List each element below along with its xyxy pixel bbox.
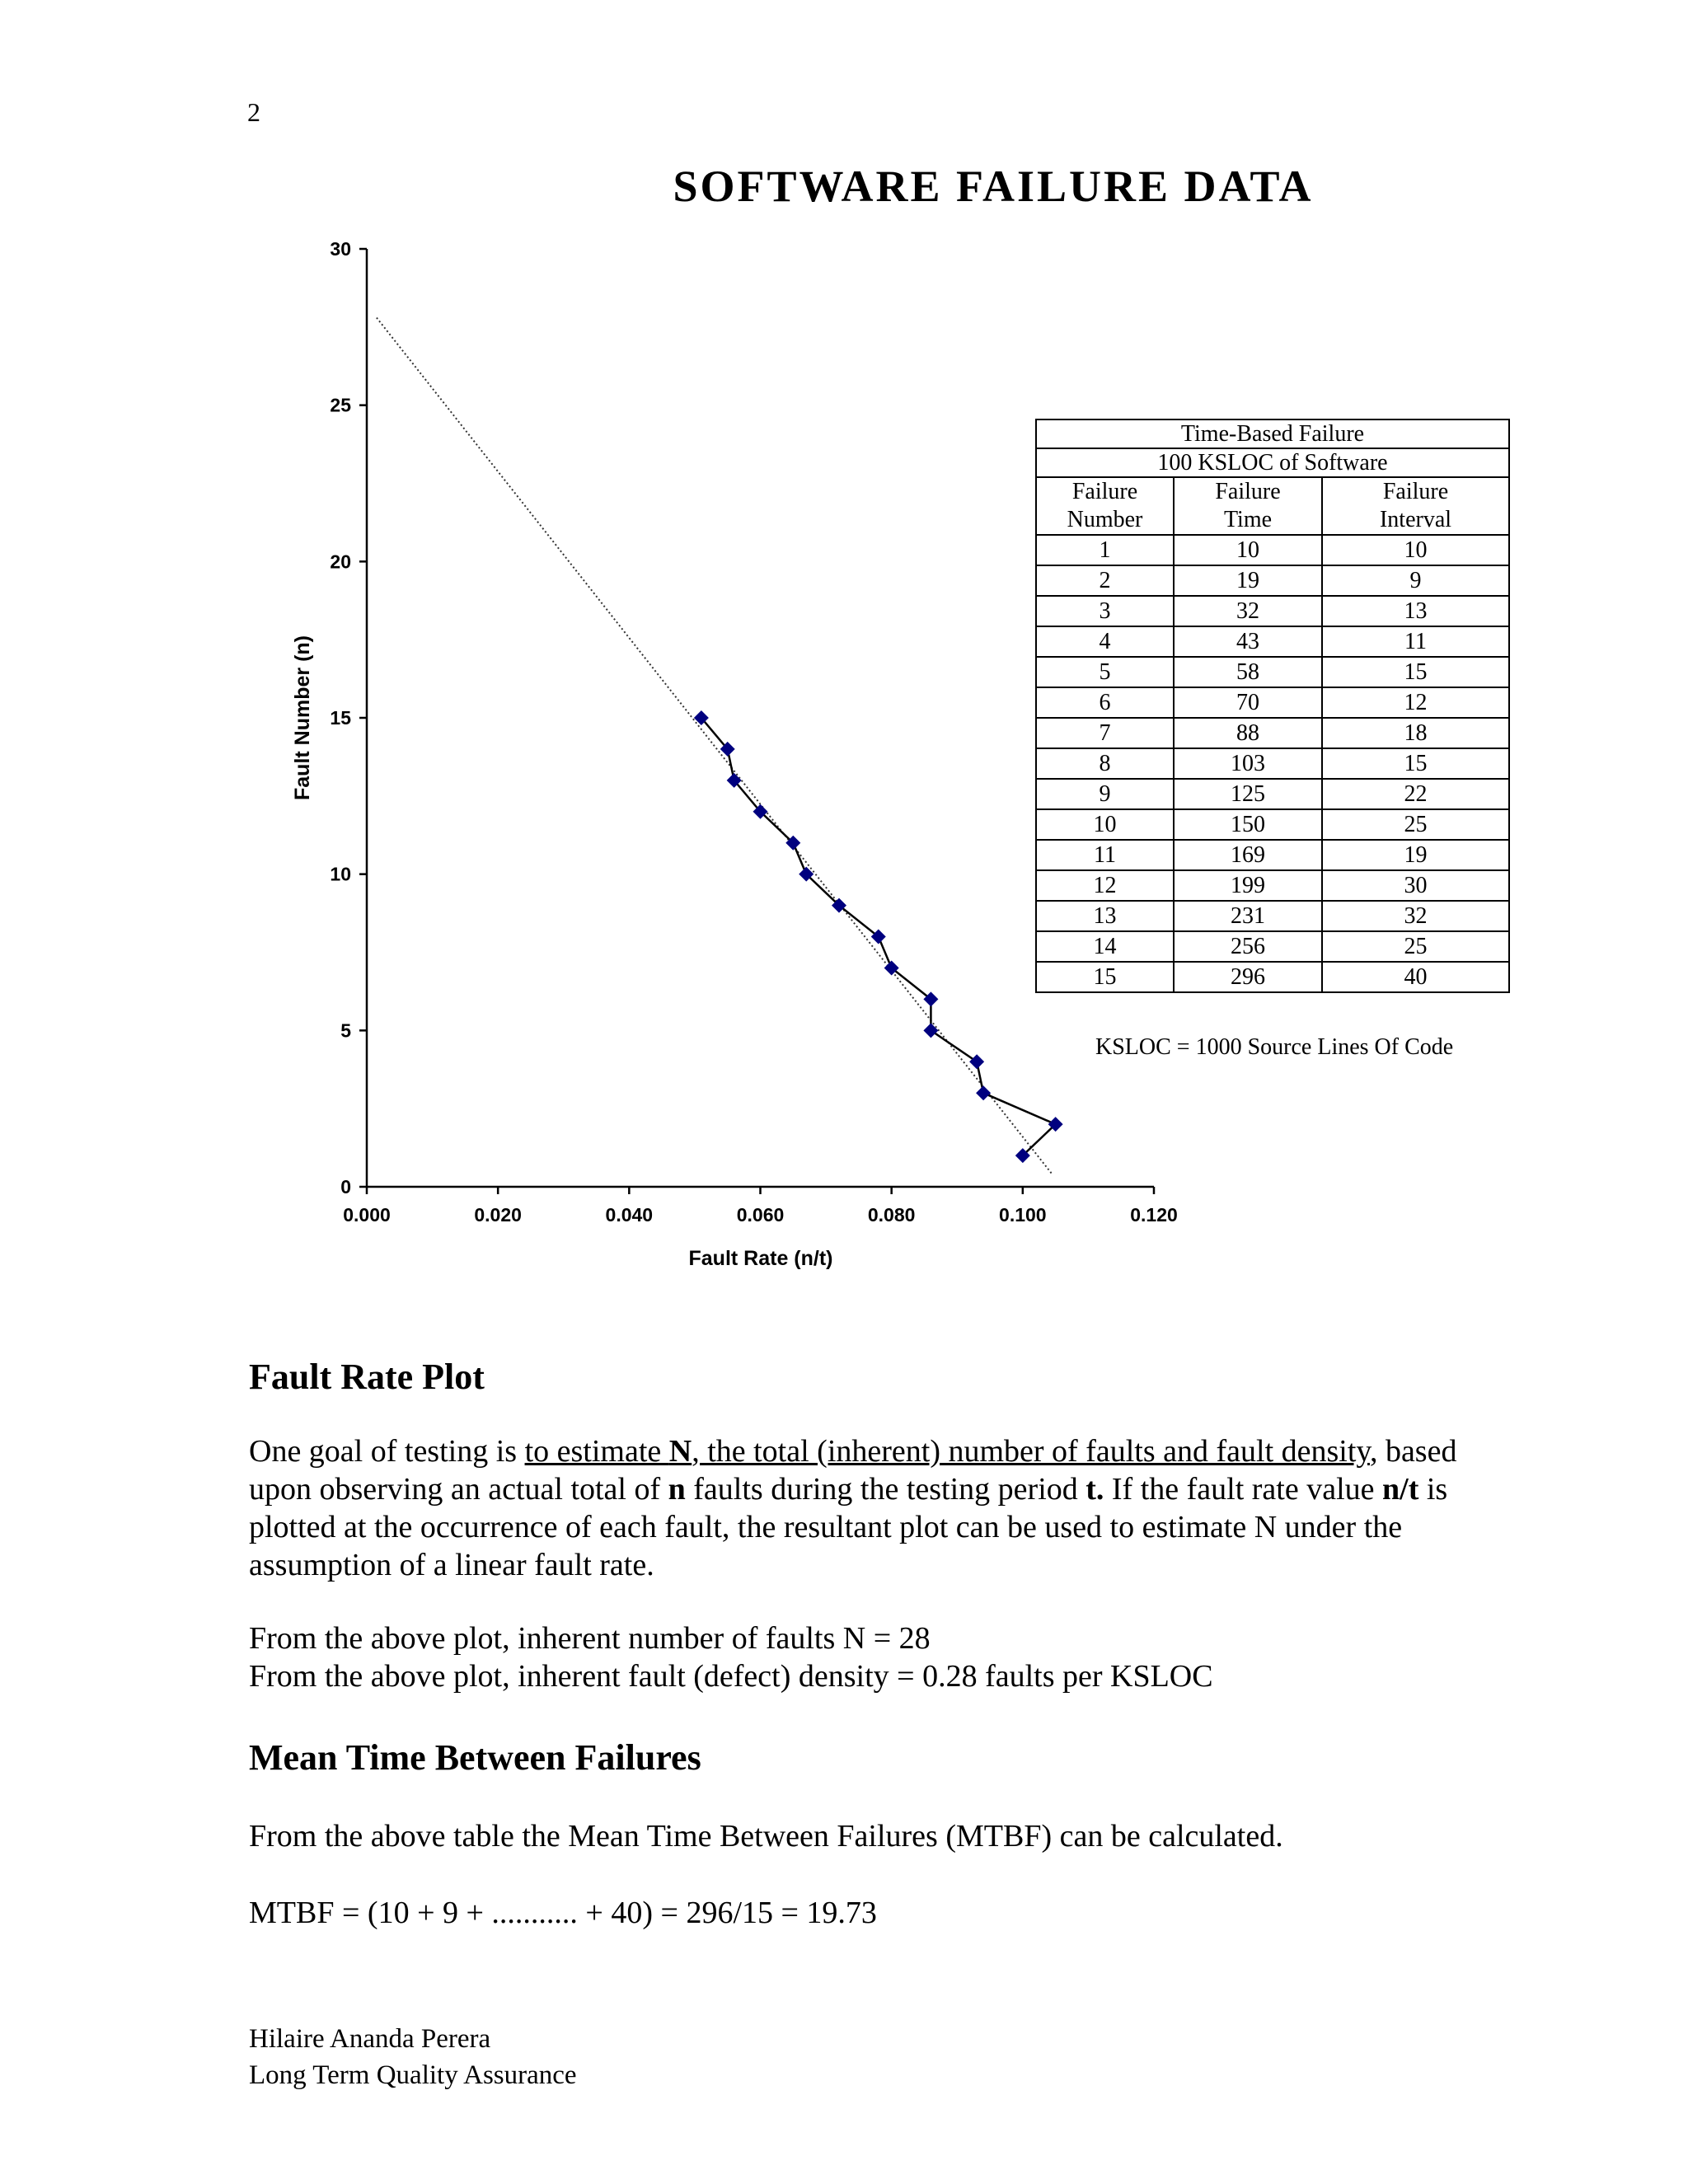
cell-failure-number: 10: [1036, 809, 1174, 840]
cell-failure-number: 12: [1036, 870, 1174, 901]
cell-failure-number: 14: [1036, 931, 1174, 962]
table-row: [1036, 565, 1509, 596]
paragraph-mtbf-calculation: MTBF = (10 + 9 + ........... + 40) = 296/15 = 19.73: [249, 1896, 877, 1930]
paragraph-mtbf-intro: From the above table the Mean Time Between Failures (MTBF) can be calculated.: [249, 1819, 1283, 1854]
cell-failure-time: 231: [1174, 901, 1322, 931]
cell-failure-interval: 18: [1322, 718, 1509, 748]
cell-failure-time: 296: [1174, 962, 1322, 992]
table-row: [1036, 809, 1509, 840]
footer-organization: Long Term Quality Assurance: [249, 2060, 577, 2090]
cell-failure-interval: 15: [1322, 748, 1509, 779]
header-failure-time: Failure Time: [1174, 477, 1322, 535]
y-tick-label: 20: [330, 551, 351, 573]
cell-failure-time: 10: [1174, 535, 1322, 565]
x-tick-label: 0.100: [999, 1204, 1047, 1226]
y-tick-label: 30: [330, 238, 351, 260]
y-axis-ticks: [330, 238, 367, 1197]
table-caption-line2: 100 KSLOC of Software: [1036, 448, 1509, 477]
cell-failure-time: 199: [1174, 870, 1322, 901]
cell-failure-time: 125: [1174, 779, 1322, 809]
cell-failure-number: 6: [1036, 687, 1174, 718]
x-tick-label: 0.040: [605, 1204, 654, 1226]
cell-failure-time: 19: [1174, 565, 1322, 596]
table-caption-line1: Time-Based Failure: [1036, 419, 1509, 448]
table-row: [1036, 962, 1509, 992]
ksloc-note: KSLOC = 1000 Source Lines Of Code: [1095, 1034, 1454, 1060]
x-tick-label: 0.020: [474, 1204, 522, 1226]
cell-failure-number: 5: [1036, 657, 1174, 687]
cell-failure-time: 256: [1174, 931, 1322, 962]
cell-failure-number: 13: [1036, 901, 1174, 931]
page-number: 2: [247, 97, 260, 127]
header-failure-number: Failure Number: [1036, 477, 1174, 535]
cell-failure-time: 43: [1174, 626, 1322, 657]
cell-failure-number: 11: [1036, 840, 1174, 870]
y-axis-label: Fault Number (n): [291, 635, 314, 800]
data-point: [969, 1054, 984, 1069]
footer: [249, 2021, 577, 2093]
paragraph-testing-goal: One goal of testing is to estimate N, the total (inherent) number of faults and fault density, based upon observing an actual total of n faults during the testing period t. If the fault rate value n/t is plotted at the occurrence of each fault, the resultant plot can be used to estimate N under the assumption of a linear fault rate.: [249, 1434, 1457, 1582]
y-tick-label: 25: [330, 394, 351, 416]
y-tick-label: 15: [330, 707, 351, 729]
page-title: SOFTWARE FAILURE DATA: [673, 162, 1314, 211]
cell-failure-time: 103: [1174, 748, 1322, 779]
cell-failure-time: 88: [1174, 718, 1322, 748]
x-tick-label: 0.080: [867, 1204, 916, 1226]
y-tick-label: 0: [340, 1176, 351, 1197]
table-row: [1036, 748, 1509, 779]
x-axis-ticks: [343, 1187, 1178, 1226]
footer-author: Hilaire Ananda Perera: [249, 2024, 491, 2054]
cell-failure-number: 2: [1036, 565, 1174, 596]
section-heading-fault-rate-plot: Fault Rate Plot: [249, 1357, 485, 1397]
cell-failure-interval: 10: [1322, 535, 1509, 565]
table-row: [1036, 870, 1509, 901]
paragraph-plot-results: From the above plot, inherent number of faults N = 28 From the above plot, inherent fault (defect) density = 0.28 faults per KSLOC: [249, 1621, 1213, 1694]
cell-failure-interval: 30: [1322, 870, 1509, 901]
cell-failure-time: 58: [1174, 657, 1322, 687]
cell-failure-time: 150: [1174, 809, 1322, 840]
y-tick-label: 5: [340, 1019, 351, 1042]
cell-failure-interval: 13: [1322, 596, 1509, 626]
cell-failure-interval: 40: [1322, 962, 1509, 992]
cell-failure-time: 70: [1174, 687, 1322, 718]
x-axis-label: Fault Rate (n/t): [688, 1247, 833, 1270]
cell-failure-number: 1: [1036, 535, 1174, 565]
table-row: [1036, 931, 1509, 962]
section-heading-mtbf: Mean Time Between Failures: [249, 1737, 701, 1778]
cell-failure-interval: 9: [1322, 565, 1509, 596]
x-tick-label: 0.120: [1130, 1204, 1178, 1226]
table-row: [1036, 657, 1509, 687]
y-tick-label: 10: [330, 863, 351, 885]
cell-failure-interval: 15: [1322, 657, 1509, 687]
cell-failure-time: 169: [1174, 840, 1322, 870]
cell-failure-number: 4: [1036, 626, 1174, 657]
cell-failure-interval: 12: [1322, 687, 1509, 718]
cell-failure-interval: 25: [1322, 809, 1509, 840]
cell-failure-number: 9: [1036, 779, 1174, 809]
table-row: [1036, 718, 1509, 748]
table-row: [1036, 626, 1509, 657]
failure-table: [1035, 419, 1510, 993]
data-point: [976, 1085, 991, 1100]
cell-failure-time: 32: [1174, 596, 1322, 626]
header-failure-interval: Failure Interval: [1322, 477, 1509, 535]
cell-failure-interval: 11: [1322, 626, 1509, 657]
trendline: [377, 317, 1053, 1174]
cell-failure-interval: 19: [1322, 840, 1509, 870]
table-row: [1036, 779, 1509, 809]
x-tick-label: 0.000: [343, 1204, 391, 1226]
data-point: [923, 1023, 938, 1038]
x-tick-label: 0.060: [736, 1204, 785, 1226]
cell-failure-interval: 32: [1322, 901, 1509, 931]
cell-failure-number: 15: [1036, 962, 1174, 992]
cell-failure-interval: 25: [1322, 931, 1509, 962]
cell-failure-number: 8: [1036, 748, 1174, 779]
table-row: [1036, 687, 1509, 718]
table-row: [1036, 535, 1509, 565]
table-row: [1036, 596, 1509, 626]
data-markers: [694, 710, 1063, 1163]
cell-failure-interval: 22: [1322, 779, 1509, 809]
table-row: [1036, 901, 1509, 931]
cell-failure-number: 7: [1036, 718, 1174, 748]
cell-failure-number: 3: [1036, 596, 1174, 626]
table-row: [1036, 840, 1509, 870]
